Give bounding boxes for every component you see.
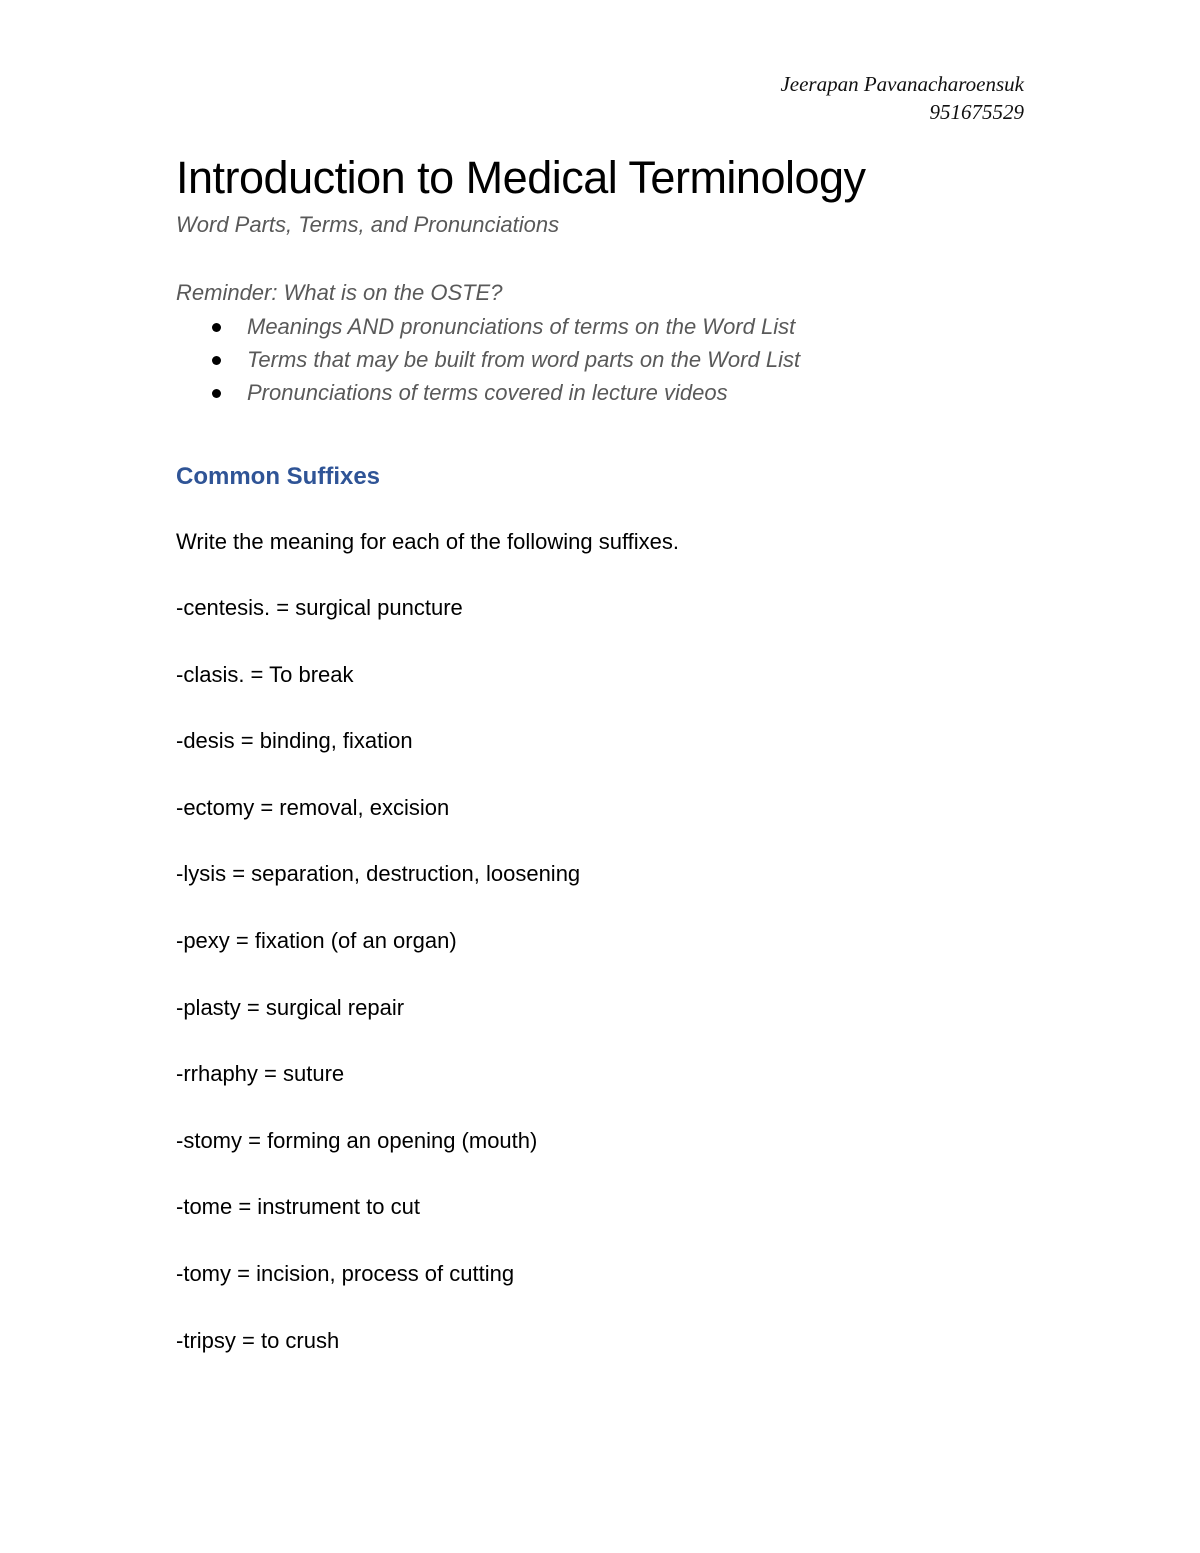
document-title: Introduction to Medical Terminology	[176, 152, 866, 203]
section-heading: Common Suffixes	[176, 463, 381, 490]
suffix-item: -rrhaphy = suture	[176, 1061, 345, 1087]
bullet-text: Terms that may be built from word parts on the Word List	[247, 347, 801, 372]
suffix-item: -plasty = surgical repair	[176, 994, 405, 1020]
student-id: 951675529	[929, 100, 1024, 124]
suffix-list	[176, 593, 580, 1392]
instruction-text: Write the meaning for each of the following suffixes.	[176, 529, 680, 554]
bullet-text: Meanings AND pronunciations of terms on the Word List	[247, 314, 796, 339]
bullet-icon	[212, 356, 221, 365]
suffix-item: -tripsy = to crush	[176, 1327, 340, 1353]
bullet-icon	[212, 323, 221, 332]
author-name: Jeerapan Pavanacharoensuk	[780, 72, 1024, 96]
suffix-item: -tomy = incision, process of cutting	[176, 1260, 515, 1286]
suffix-item: -clasis. = To break	[176, 661, 354, 687]
bullet-icon	[212, 389, 221, 398]
suffix-item: -tome = instrument to cut	[176, 1194, 420, 1220]
suffix-item: -ectomy = removal, excision	[176, 794, 450, 820]
suffix-item: -desis = binding, fixation	[176, 728, 413, 754]
suffix-item: -centesis. = surgical puncture	[176, 595, 463, 620]
suffix-item: -lysis = separation, destruction, loosening	[176, 861, 581, 887]
list-item	[176, 345, 800, 378]
bullet-text: Pronunciations of terms covered in lecture videos	[247, 380, 728, 405]
reminder-text: Reminder: What is on the OSTE?	[176, 280, 503, 305]
suffix-item: -pexy = fixation (of an organ)	[176, 927, 457, 953]
page-header	[780, 70, 1024, 126]
list-item	[176, 378, 800, 411]
document-subtitle: Word Parts, Terms, and Pronunciations	[176, 212, 560, 237]
reminder-bullet-list	[176, 312, 800, 411]
list-item	[176, 312, 800, 345]
suffix-item: -stomy = forming an opening (mouth)	[176, 1127, 538, 1153]
